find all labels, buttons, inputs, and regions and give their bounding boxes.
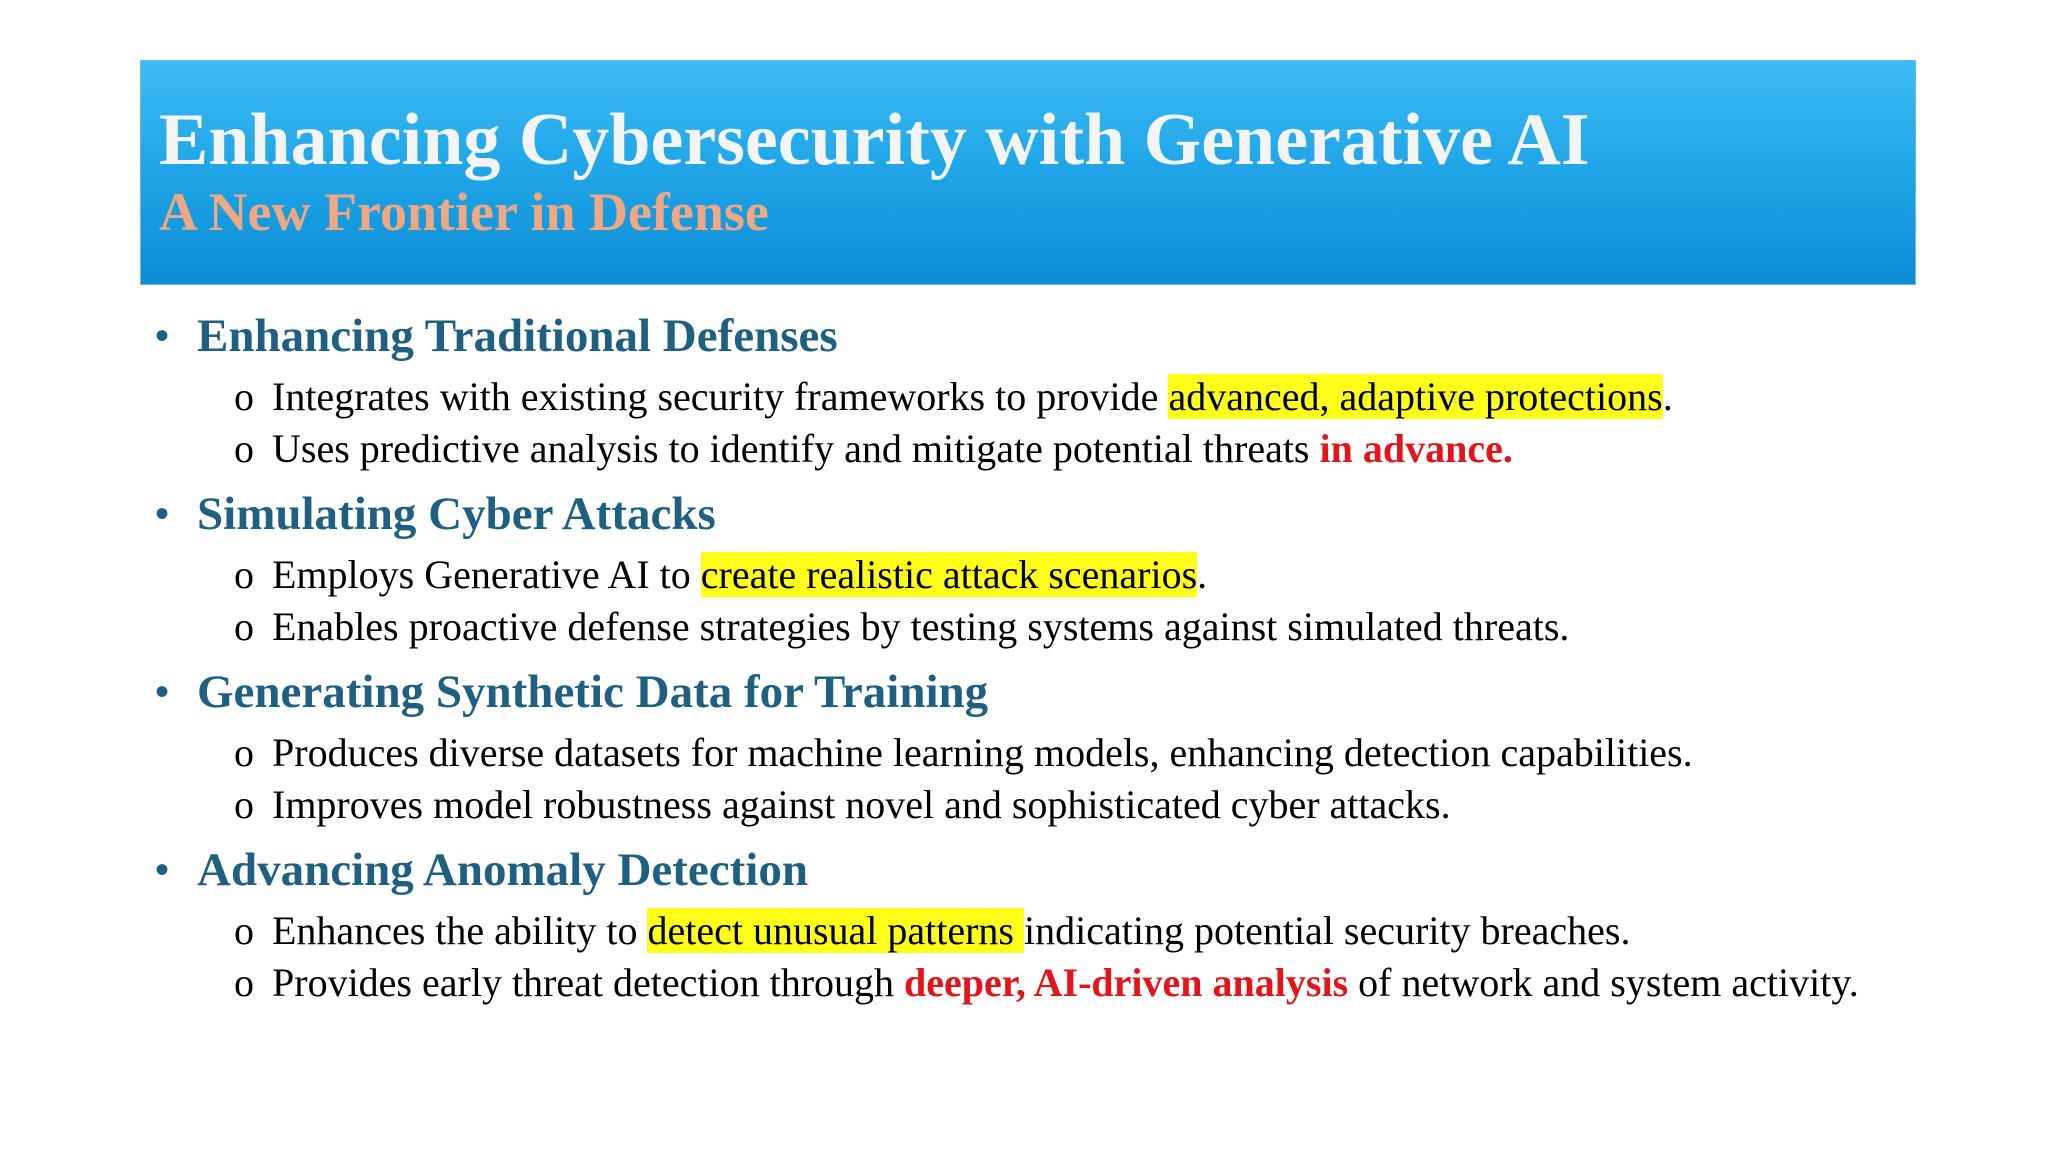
section-heading [155, 662, 1895, 722]
section-heading-text: Advancing Anomaly Detection [197, 844, 808, 896]
section-heading-text: Enhancing Traditional Defenses [197, 310, 838, 362]
section-heading-text: Simulating Cyber Attacks [197, 488, 716, 540]
bullet-icon: • [155, 313, 170, 358]
sub-bullet-text: Improves model robustness against novel and sophisticated cyber attacks. [272, 782, 1451, 827]
sub-bullet-text: Enhances the ability to [272, 908, 648, 953]
sub-bullet-icon: o [234, 782, 254, 827]
sub-bullet-icon: o [234, 908, 254, 953]
sub-bullet [155, 784, 1895, 826]
slide-subtitle: A New Frontier in Defense [159, 182, 769, 242]
sub-bullet-icon: o [234, 960, 254, 1005]
sub-bullet-text-end: . [1662, 374, 1673, 419]
bullet-icon: • [155, 491, 170, 536]
sub-bullet-text: Employs Generative AI to [272, 552, 701, 597]
sub-bullet-icon: o [234, 552, 254, 597]
sub-bullet-text: Uses predictive analysis to identify and mitigate potential threats [272, 426, 1320, 471]
sub-bullet-text: Integrates with existing security frameworks to provide [272, 374, 1169, 419]
highlighted-text: detect unusual patterns [647, 908, 1024, 953]
sub-bullet-icon: o [234, 730, 254, 775]
sub-bullet-text: Enables proactive defense strategies by testing systems against simulated threats. [272, 604, 1570, 649]
section-heading-text: Generating Synthetic Data for Training [197, 666, 989, 718]
emphasized-text: in advance. [1319, 426, 1513, 471]
bullet-icon: • [155, 669, 170, 714]
sub-bullet-icon: o [234, 426, 254, 471]
section-heading [155, 306, 1895, 366]
sub-bullet-icon: o [234, 604, 254, 649]
section-generating-synthetic-data [155, 662, 1895, 826]
sub-bullet-icon: o [234, 374, 254, 419]
section-enhancing-traditional-defenses [155, 306, 1895, 470]
sub-bullet [155, 428, 1895, 470]
sub-bullet [155, 732, 1895, 774]
emphasized-text: deeper, AI-driven analysis [904, 960, 1349, 1005]
bullet-icon: • [155, 847, 170, 892]
bullet-list [155, 306, 1895, 1004]
sub-bullet-text-end: of network and system activity. [1348, 960, 1859, 1005]
sub-bullet-text: Provides early threat detection through [272, 960, 905, 1005]
sub-bullet [155, 910, 1895, 952]
section-advancing-anomaly-detection [155, 840, 1895, 1004]
title-banner [140, 60, 1916, 285]
sub-bullet [155, 376, 1895, 418]
slide-title: Enhancing Cybersecurity with Generative AI [159, 99, 1590, 181]
sub-bullet-text-end: . [1197, 552, 1208, 597]
sub-bullet [155, 606, 1895, 648]
section-simulating-cyber-attacks [155, 484, 1895, 648]
highlighted-text: create realistic attack scenarios [700, 552, 1198, 597]
sub-bullet-text-end: indicating potential security breaches. [1024, 908, 1631, 953]
sub-bullet [155, 962, 1895, 1004]
sub-bullet-text: Produces diverse datasets for machine learning models, enhancing detection capabilities. [272, 730, 1693, 775]
section-heading [155, 840, 1895, 900]
highlighted-text: advanced, adaptive protections [1168, 374, 1663, 419]
sub-bullet [155, 554, 1895, 596]
section-heading [155, 484, 1895, 544]
